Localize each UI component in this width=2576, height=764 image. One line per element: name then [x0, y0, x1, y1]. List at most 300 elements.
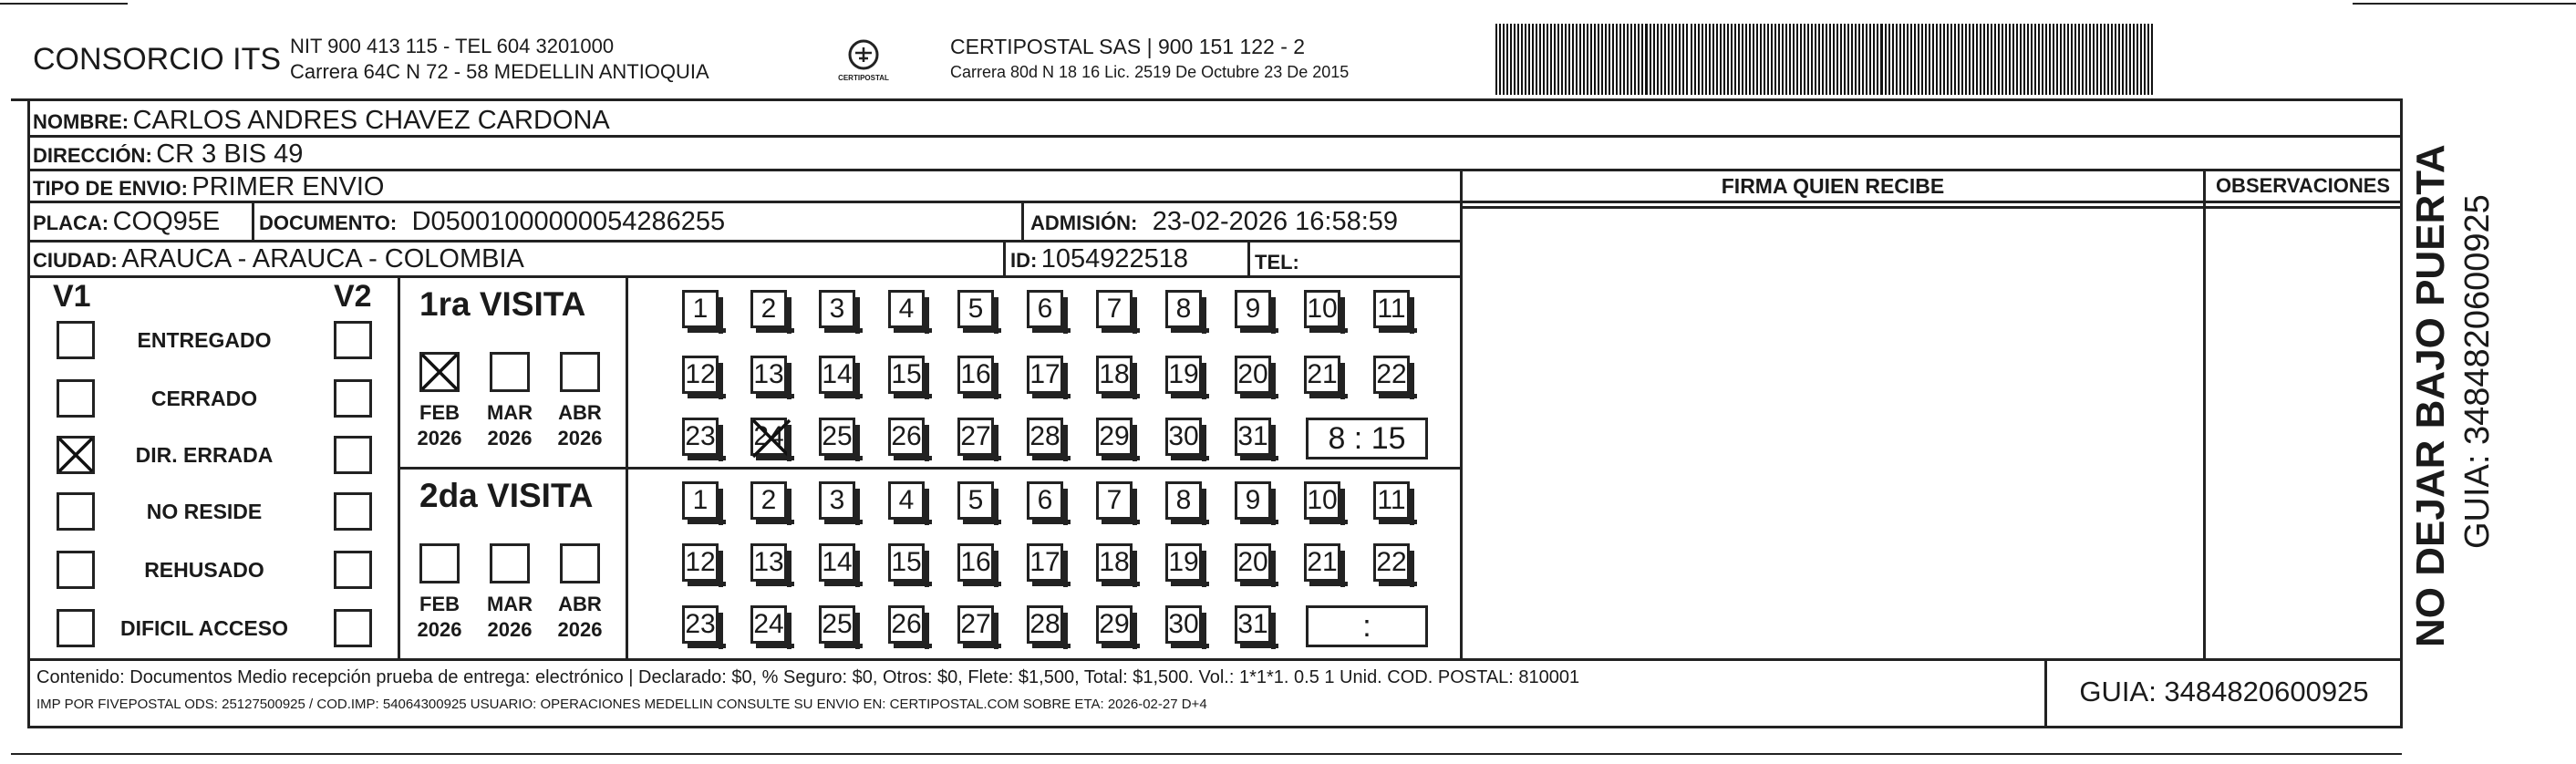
- barcode-bar: [1753, 24, 1754, 95]
- first-visit-day[interactable]: [682, 418, 719, 456]
- second-visit-day[interactable]: [957, 605, 994, 644]
- tipo-row: [33, 174, 384, 201]
- barcode-bar: [1675, 24, 1677, 95]
- second-visit-day[interactable]: [1096, 543, 1133, 582]
- day-number: 24: [753, 421, 784, 451]
- first-visit-day[interactable]: [1304, 356, 1340, 394]
- second-visit-day[interactable]: [682, 605, 719, 644]
- barcode-bar: [1892, 24, 1894, 95]
- day-number: 30: [1168, 421, 1199, 451]
- barcode-bar: [2100, 24, 2102, 95]
- second-visit-day[interactable]: [1235, 543, 1271, 582]
- second-visit-day[interactable]: [1165, 481, 1202, 520]
- first-visit-day[interactable]: [819, 290, 855, 328]
- no-dejar-label: NO DEJAR BAJO PUERTA: [2408, 144, 2453, 647]
- first-visit-day[interactable]: [1235, 418, 1271, 456]
- barcode-bar: [1976, 24, 1978, 95]
- first-visit-day[interactable]: [888, 290, 925, 328]
- barcode-bar: [1954, 24, 1956, 95]
- first-visit-day[interactable]: [682, 290, 719, 328]
- barcode-bar: [1716, 24, 1718, 95]
- imp-line: IMP POR FIVEPOSTAL ODS: 25127500925 / COD.IMP: 54064300925 USUARIO: OPERACIONES MEDELLIN CONSULTE SU ENVIO EN: CERTIPOSTAL.COM SOBRE ETA: 2026-02-27 D+4: [36, 697, 1207, 712]
- barcode-bar: [2056, 24, 2058, 95]
- barcode-bar: [1925, 24, 1927, 95]
- barcode-bar: [1869, 24, 1871, 95]
- barcode-bar: [1691, 24, 1692, 95]
- second-visit-day[interactable]: [1235, 605, 1271, 644]
- first-visit-day[interactable]: [1304, 290, 1340, 328]
- divider: [1460, 206, 2402, 209]
- year-label: 2026: [487, 427, 533, 449]
- month-checkbox[interactable]: [419, 543, 460, 583]
- first-visit-day[interactable]: [750, 356, 787, 394]
- barcode-bar: [1557, 24, 1559, 95]
- ciudad-label: CIUDAD:: [33, 249, 118, 272]
- second-visit-day[interactable]: [1304, 481, 1340, 520]
- day-number: 23: [685, 609, 716, 639]
- barcode-bar: [1907, 24, 1909, 95]
- first-visit-day[interactable]: [1165, 290, 1202, 328]
- barcode-bar: [2085, 24, 2087, 95]
- check-mark-icon: [57, 436, 95, 474]
- barcode-bar: [1598, 24, 1599, 95]
- barcode-bar: [1943, 24, 1945, 95]
- barcode-bar: [1822, 24, 1824, 95]
- status-v1-checkbox[interactable]: [57, 492, 95, 531]
- divider: [2203, 169, 2206, 661]
- time-value: 8 : 15: [1328, 421, 1406, 456]
- barcode-bar: [1554, 24, 1556, 95]
- barcode-bar: [1738, 24, 1740, 95]
- barcode-bar: [1778, 24, 1780, 95]
- status-label: ENTREGADO: [137, 328, 272, 352]
- barcode-bar: [1796, 24, 1798, 95]
- day-number: 20: [1237, 547, 1268, 577]
- barcode-bar: [1855, 24, 1857, 95]
- barcode-bar: [1980, 24, 1981, 95]
- first-visit-time[interactable]: [1306, 418, 1428, 459]
- day-number: 15: [891, 359, 922, 389]
- second-visit-day[interactable]: [957, 481, 994, 520]
- barcode-bar: [1847, 24, 1849, 95]
- day-number: 26: [891, 609, 922, 639]
- barcode-bar: [1896, 24, 1898, 95]
- day-number: 13: [753, 359, 784, 389]
- second-visit-day[interactable]: [682, 481, 719, 520]
- divider: [27, 98, 30, 137]
- barcode-bar: [1612, 24, 1614, 95]
- second-visit-day[interactable]: [1027, 481, 1063, 520]
- barcode-bar: [1539, 24, 1541, 95]
- barcode-bar: [1630, 24, 1632, 95]
- day-number: 19: [1168, 547, 1199, 577]
- first-visit-day[interactable]: [1096, 290, 1133, 328]
- year-label: 2026: [557, 618, 603, 641]
- barcode-bar: [1749, 24, 1751, 95]
- first-visit-day[interactable]: [957, 418, 994, 456]
- barcode-bar: [1583, 24, 1585, 95]
- second-visit-day[interactable]: [682, 543, 719, 582]
- month-checkbox[interactable]: [419, 352, 460, 392]
- documento-value: D05001000000054286255: [411, 207, 726, 236]
- barcode-bar: [1694, 24, 1696, 95]
- barcode-bar: [1873, 24, 1875, 95]
- barcode-bar: [1734, 24, 1736, 95]
- barcode-bar: [2034, 24, 2036, 95]
- barcode-bar: [1742, 24, 1743, 95]
- second-visit-day[interactable]: [819, 605, 855, 644]
- observaciones-area[interactable]: [2208, 212, 2397, 655]
- guia-vertical: GUIA: 3484820600925: [2458, 194, 2497, 549]
- direccion-label: DIRECCIÓN:: [33, 144, 152, 167]
- divider: [27, 135, 30, 668]
- barcode-bar: [1650, 24, 1651, 95]
- second-visit-day[interactable]: [888, 481, 925, 520]
- barcode-bar: [1510, 24, 1512, 95]
- day-number: 6: [1037, 485, 1053, 515]
- barcode-bar: [1932, 24, 1934, 95]
- day-number: 30: [1168, 609, 1199, 639]
- divider: [2044, 658, 2047, 728]
- barcode-bar: [1609, 24, 1610, 95]
- nombre-row: [33, 108, 610, 134]
- barcode-bar: [1756, 24, 1758, 95]
- second-visit-title: 2da VISITA: [419, 477, 594, 514]
- second-visit-day[interactable]: [1027, 605, 1063, 644]
- month-checkbox[interactable]: [490, 543, 530, 583]
- status-label: CERRADO: [150, 387, 258, 410]
- corner-mark: [0, 3, 128, 5]
- barcode-bar: [2147, 24, 2149, 95]
- barcode-bar: [1793, 24, 1795, 95]
- barcode-bar: [1503, 24, 1505, 95]
- barcode-bar: [1543, 24, 1545, 95]
- first-visit-day[interactable]: [1096, 356, 1133, 394]
- barcode-bar: [1866, 24, 1867, 95]
- second-visit-day[interactable]: [888, 605, 925, 644]
- first-visit-day[interactable]: [957, 290, 994, 328]
- first-visit-day[interactable]: [957, 356, 994, 394]
- barcode-bar: [2089, 24, 2091, 95]
- second-visit-day[interactable]: [750, 543, 787, 582]
- day-number: 10: [1307, 294, 1338, 324]
- barcode-bar: [1698, 24, 1700, 95]
- barcode-bar: [2074, 24, 2076, 95]
- divider: [27, 169, 2402, 171]
- first-visit-day[interactable]: [819, 418, 855, 456]
- second-visit-day[interactable]: [750, 605, 787, 644]
- second-visit-day[interactable]: [1373, 543, 1410, 582]
- barcode-bar: [2064, 24, 2065, 95]
- day-number: 14: [822, 547, 853, 577]
- barcode-bar: [1727, 24, 1729, 95]
- barcode-bar: [1760, 24, 1762, 95]
- barcode-bar: [1771, 24, 1773, 95]
- divider: [1021, 201, 1024, 242]
- barcode-bar: [2104, 24, 2105, 95]
- barcode-bar: [2115, 24, 2116, 95]
- barcode-bar: [1723, 24, 1725, 95]
- barcode-bar: [2027, 24, 2029, 95]
- day-number: 16: [960, 547, 991, 577]
- first-visit-day[interactable]: [750, 418, 787, 456]
- direccion-value: CR 3 BIS 49: [156, 139, 304, 169]
- status-v2-checkbox[interactable]: [334, 551, 372, 589]
- day-number: 18: [1099, 359, 1130, 389]
- day-number: 8: [1175, 294, 1192, 324]
- barcode-bar: [2126, 24, 2127, 95]
- barcode-bar: [1653, 24, 1655, 95]
- first-visit-day[interactable]: [888, 356, 925, 394]
- barcode-bar: [1987, 24, 1989, 95]
- barcode-bar: [1862, 24, 1864, 95]
- certipostal-license: Carrera 80d N 18 16 Lic. 2519 De Octubre 23 De 2015: [950, 63, 1350, 81]
- barcode-bar: [1731, 24, 1733, 95]
- barcode-bar: [1983, 24, 1985, 95]
- day-number: 5: [967, 485, 984, 515]
- month-checkbox[interactable]: [490, 352, 530, 392]
- day-number: 10: [1307, 485, 1338, 515]
- second-visit-day[interactable]: [1027, 543, 1063, 582]
- divider: [398, 467, 1463, 470]
- day-number: 4: [898, 294, 915, 324]
- barcode-bar: [1885, 24, 1887, 95]
- barcode-bar: [1572, 24, 1574, 95]
- first-visit-day[interactable]: [750, 290, 787, 328]
- observaciones-label: OBSERVACIONES: [2215, 174, 2391, 197]
- barcode-bar: [1550, 24, 1552, 95]
- barcode-bar: [2151, 24, 2153, 95]
- placa-row: [33, 209, 220, 235]
- day-number: 16: [960, 359, 991, 389]
- barcode-bar: [1532, 24, 1534, 95]
- day-number: 22: [1376, 359, 1407, 389]
- barcode-bar: [1914, 24, 1916, 95]
- barcode-bar: [1605, 24, 1607, 95]
- barcode-bar: [2005, 24, 2007, 95]
- day-number: 17: [1029, 359, 1060, 389]
- second-visit-day[interactable]: [1165, 605, 1202, 644]
- second-visit-day[interactable]: [819, 543, 855, 582]
- day-number: 7: [1106, 294, 1122, 324]
- barcode-bar: [2002, 24, 2003, 95]
- divider: [2400, 658, 2403, 728]
- barcode-bar: [2053, 24, 2054, 95]
- first-visit-day[interactable]: [1165, 418, 1202, 456]
- status-v1-checkbox[interactable]: [57, 609, 95, 647]
- barcode-bar: [1679, 24, 1681, 95]
- day-number: 12: [685, 359, 716, 389]
- barcode-bar: [1789, 24, 1791, 95]
- barcode-bar: [1709, 24, 1711, 95]
- month-checkbox[interactable]: [560, 352, 600, 392]
- certipostal-line: CERTIPOSTAL SAS | 900 151 122 - 2: [950, 35, 1306, 58]
- barcode-bar: [1506, 24, 1508, 95]
- company-name: CONSORCIO ITS: [33, 42, 282, 77]
- day-number: 18: [1099, 547, 1130, 577]
- status-label: DIR. ERRADA: [135, 443, 274, 467]
- barcode-bar: [2012, 24, 2014, 95]
- divider: [2400, 98, 2403, 668]
- signature-area[interactable]: [1464, 212, 2199, 655]
- first-visit-title: 1ra VISITA: [419, 285, 586, 323]
- status-v2-checkbox[interactable]: [334, 436, 372, 474]
- first-visit-day[interactable]: [1096, 418, 1133, 456]
- barcode-bar: [1565, 24, 1567, 95]
- id-label: ID:: [1010, 249, 1038, 272]
- barcode-bar: [2107, 24, 2109, 95]
- barcode-bar: [1969, 24, 1971, 95]
- barcode-bar: [1840, 24, 1842, 95]
- guia-box: GUIA: 3484820600925: [2079, 676, 2369, 707]
- second-visit-day[interactable]: [957, 543, 994, 582]
- barcode-bar: [2009, 24, 2011, 95]
- barcode-bar: [1634, 24, 1636, 95]
- day-number: 25: [822, 609, 853, 639]
- barcode-bar: [1899, 24, 1901, 95]
- day-number: 9: [1245, 294, 1261, 324]
- barcode-bar: [1619, 24, 1621, 95]
- v2-label: V2: [334, 279, 372, 314]
- status-label: DIFICIL ACCESO: [119, 616, 288, 640]
- barcode-bar: [2031, 24, 2033, 95]
- second-visit-day[interactable]: [1373, 481, 1410, 520]
- second-visit-time[interactable]: [1306, 605, 1428, 647]
- day-number: 2: [760, 294, 777, 324]
- second-visit-day[interactable]: [1096, 605, 1133, 644]
- day-number: 23: [685, 421, 716, 451]
- second-visit-day[interactable]: [750, 481, 787, 520]
- first-visit-day[interactable]: [819, 356, 855, 394]
- day-number: 19: [1168, 359, 1199, 389]
- status-v2-checkbox[interactable]: [334, 609, 372, 647]
- documento-label: DOCUMENTO:: [259, 212, 398, 234]
- logo-text: CERTIPOSTAL: [838, 74, 889, 82]
- first-visit-day[interactable]: [1373, 356, 1410, 394]
- second-visit-day[interactable]: [1304, 543, 1340, 582]
- first-visit-day[interactable]: [1235, 290, 1271, 328]
- tel-label: TEL:: [1255, 251, 1299, 274]
- day-number: 27: [960, 609, 991, 639]
- first-visit-day[interactable]: [1027, 418, 1063, 456]
- barcode-bar: [1525, 24, 1526, 95]
- barcode-bar: [2133, 24, 2135, 95]
- status-v1-checkbox[interactable]: [57, 551, 95, 589]
- year-label: 2026: [417, 618, 462, 641]
- day-number: 11: [1377, 485, 1406, 515]
- barcode-bar: [2111, 24, 2113, 95]
- first-visit-day[interactable]: [1373, 290, 1410, 328]
- barcode-bar: [1745, 24, 1747, 95]
- barcode-bar: [1782, 24, 1784, 95]
- barcode-bar: [1804, 24, 1805, 95]
- second-visit-day[interactable]: [819, 481, 855, 520]
- barcode-bar: [1568, 24, 1570, 95]
- day-number: 31: [1237, 609, 1268, 639]
- barcode-bar: [1829, 24, 1831, 95]
- barcode-bar: [2082, 24, 2084, 95]
- second-visit-day[interactable]: [1096, 481, 1133, 520]
- barcode-bar: [2020, 24, 2022, 95]
- barcode-bar: [1877, 24, 1878, 95]
- ciudad-row: [33, 246, 524, 273]
- barcode-bar: [1815, 24, 1816, 95]
- day-number: 24: [753, 609, 784, 639]
- barcode-bar: [1858, 24, 1860, 95]
- barcode-bar: [1561, 24, 1563, 95]
- contenido-line: Contenido: Documentos Medio recepción prueba de entrega: electrónico | Declarado: $0, % Seguro: $0, Otros: $0, Flete: $1,500, Total: $1,500. Vol.: 1*1*1. 0.5 1 Unid. COD. POSTAL: 810001: [36, 667, 1580, 687]
- barcode-bar: [1947, 24, 1949, 95]
- barcode-bar: [2118, 24, 2120, 95]
- tipo-label: TIPO DE ENVIO:: [33, 177, 188, 200]
- day-number: 20: [1237, 359, 1268, 389]
- divider: [1460, 169, 1463, 661]
- status-v2-checkbox[interactable]: [334, 492, 372, 531]
- day-number: 6: [1037, 294, 1053, 324]
- barcode-bar: [2016, 24, 2018, 95]
- barcode-bar: [2067, 24, 2069, 95]
- barcode-bar: [1965, 24, 1967, 95]
- barcode-bar: [1590, 24, 1592, 95]
- status-v2-checkbox[interactable]: [334, 321, 372, 359]
- barcode-bar: [1657, 24, 1659, 95]
- first-visit-day[interactable]: [682, 356, 719, 394]
- barcode-bar: [1880, 24, 1883, 95]
- day-number: 28: [1029, 421, 1060, 451]
- divider: [11, 98, 2402, 101]
- barcode-bar: [1702, 24, 1703, 95]
- documento-row: [259, 209, 725, 235]
- barcode-bar: [1903, 24, 1905, 95]
- ciudad-value: ARAUCA - ARAUCA - COLOMBIA: [121, 244, 524, 274]
- nombre-label: NOMBRE:: [33, 110, 129, 133]
- barcode-bar: [1547, 24, 1548, 95]
- first-visit-day[interactable]: [1027, 290, 1063, 328]
- certipostal-logo: [832, 35, 895, 89]
- day-number: 15: [891, 547, 922, 577]
- status-v2-checkbox[interactable]: [334, 379, 372, 418]
- second-visit-day[interactable]: [1235, 481, 1271, 520]
- barcode-bar: [1705, 24, 1707, 95]
- status-label: NO RESIDE: [146, 500, 263, 523]
- month-label: ABR: [558, 401, 602, 424]
- day-number: 9: [1245, 485, 1261, 515]
- id-value: 1054922518: [1040, 244, 1189, 274]
- status-v1-checkbox[interactable]: [57, 321, 95, 359]
- second-visit-day[interactable]: [1165, 543, 1202, 582]
- second-visit-day[interactable]: [888, 543, 925, 582]
- nit-line: NIT 900 413 115 - TEL 604 3201000: [290, 35, 615, 57]
- first-visit-day[interactable]: [1027, 356, 1063, 394]
- year-label: 2026: [417, 427, 462, 449]
- barcode-bar: [1851, 24, 1853, 95]
- barcode-bar: [1767, 24, 1769, 95]
- status-v1-checkbox[interactable]: [57, 379, 95, 418]
- first-visit-day[interactable]: [888, 418, 925, 456]
- status-v1-checkbox[interactable]: [57, 436, 95, 474]
- month-checkbox[interactable]: [560, 543, 600, 583]
- barcode-bar: [1641, 24, 1643, 95]
- admision-label: ADMISIÓN:: [1030, 212, 1138, 234]
- first-visit-day[interactable]: [1235, 356, 1271, 394]
- barcode-bar: [1811, 24, 1813, 95]
- barcode-bar: [1720, 24, 1722, 95]
- first-visit-day[interactable]: [1165, 356, 1202, 394]
- barcode-bar: [1686, 24, 1688, 95]
- barcode-bar: [1517, 24, 1519, 95]
- barcode-bar: [1594, 24, 1596, 95]
- tel-row: [1255, 248, 1299, 274]
